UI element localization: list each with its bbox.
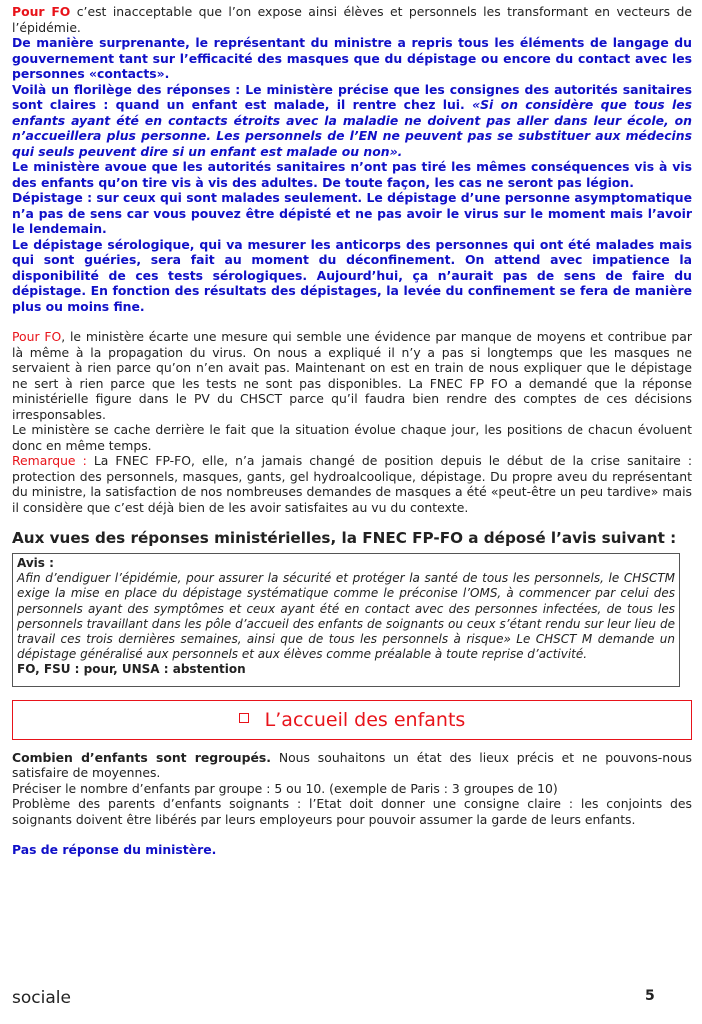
footer-section-label: sociale (12, 988, 71, 1008)
paragraph-fo-criticism: Pour FO, le ministère écarte une mesure qui semble une évidence par manque de moyens et contribue par là même à la propagation du virus. On nous a expliqué il n’y a pas si longtemps que les masques ne servaient à rien parce qu’on n’en avait pas. Maintenant on est en train de nous expliquer que le dépistage ne sert à rien parce que les tests ne sont pas disponibles. La FNEC FP FO a demandé que la réponse ministérielle figure dans le PV du CHSCT parce qu’il faudra bien rendre des comptes de ces décisions irresponsables. (12, 329, 692, 422)
avis-heading: Aux vues des réponses ministérielles, la FNEC FP-FO a déposé l’avis suivant : (12, 529, 677, 547)
checkbox-bullet-icon (239, 713, 249, 723)
question-regroupement: Combien d’enfants sont regroupés. Nous souhaitons un état des lieux précis et ne pouvons-nous satisfaire de moyennes. (12, 749, 692, 781)
page-number: 5 (645, 988, 655, 1004)
avis-box (12, 553, 680, 687)
paragraph-ministry-admits: Le ministère avoue que les autorités sanitaires n’ont pas tiré les mêmes conséquences vis à vis des enfants qu’on tire vis à vis des adultes. De toute façon, les cas ne seront pas légion. (12, 159, 692, 190)
section-header (12, 700, 692, 740)
ministry-quote: «Si on considère que tous les enfants ayant été en contacts étroits avec la maladie ne doivent pas aller dans leur école, on n’accueillera plus personne. Les personnels de l’EN ne peuvent pas se substituer aux médecins qui seuls peuvent dire si un enfant est malade ou non». (12, 97, 692, 159)
avis-body: Afin d’endiguer l’épidémie, pour assurer la sécurité et protéger la santé de tous les personnels, le CHSCTM exige la mise en place du dépistage systématique comme le préconise l’OMS, à commencer par celui des personnels ayant des symptômes et ceux ayant été en contact avec des personnes infectées, de tous les personnels travaillant dans les pôle d’accueil des enfants de soignants ou ceux s’étant rendu sur leur lieu de travail ces trois dernières semaines, ainsi que de tous les personnels à risque» Le CHSCT M demande un dépistage généralisé aux personnels et aux élèves comme préalable à toute reprise d’activité. (17, 571, 675, 662)
paragraph-serologique: Le dépistage sérologique, qui va mesurer les anticorps des personnes qui ont été malades mais qui sont guéries, sera fait au moment du déconfinement. On attend avec impatience la disponibilité de ces tests sérologiques. Aujourd’hui, ça n’aurait pas de sens de faire du dépistage. En fonction des résultats des dépistages, la levée du confinement se fera de manière plus ou moins fine. (12, 236, 692, 314)
paragraph-situation: Le ministère se cache derrière le fait que la situation évolue chaque jour, les positions de chacun évoluent donc en même temps. (12, 422, 692, 453)
fo-lead: Pour FO (12, 329, 62, 344)
question-parents-soignants: Problème des parents d’enfants soignants : l’Etat doit donner une consigne claire : les conjoints des soignants doivent être libérés par leurs employeurs pour pouvoir assumer la garde de leurs enfants. (12, 796, 692, 827)
paragraph-fo-position: Pour FO c’est inacceptable que l’on expose ainsi élèves et personnels les transformant en vecteurs de l’épidémie. (12, 4, 692, 35)
paragraph-depistage: Dépistage : sur ceux qui sont malades seulement. Le dépistage d’une personne asymptomatique n’a pas de sens car vous pouvez être dépisté et ne pas avoir le virus sur le moment mais l’avoir le lendemain. (12, 190, 692, 236)
question-groupes: Préciser le nombre d’enfants par groupe : 5 ou 10. (exemple de Paris : 3 groupes de 10) (12, 780, 558, 796)
paragraph-remarque: Remarque : La FNEC FP-FO, elle, n’a jamais changé de position depuis le début de la crise sanitaire : protection des personnels, masques, gants, gel hydroalcoolique, dépistage. Du propre aveu du représentant du ministre, la satisfaction de nos nombreuses demandes de masques a été «peut-être un peu tardive» mais il considère que c’est déjà bien de les avoir satisfaites au vu du contexte. (12, 453, 692, 515)
section-title: L’accueil des enfants (264, 708, 466, 731)
fo-lead: Pour FO (12, 4, 71, 19)
paragraph-surprise: De manière surprenante, le représentant du ministre a repris tous les éléments de langage du gouvernement tant sur l’efficacité des masques que du dépistage ou encore du contact avec les personnes «contacts». (12, 35, 692, 81)
no-answer: Pas de réponse du ministère. (12, 842, 217, 858)
remarque-label: Remarque : (12, 453, 87, 468)
avis-vote: FO, FSU : pour, UNSA : abstention (17, 662, 246, 677)
paragraph-florilege: Voilà un florilège des réponses : Le ministère précise que les consignes des autorités sanitaires sont claires : quand un enfant est malade, il rentre chez lui. «Si on considère que tous les enfants ayant été en contacts étroits avec la maladie ne doivent pas aller dans leur école, on n’accueillera plus personne. Les personnels de l’EN ne peuvent pas se substituer aux médecins qui seuls peuvent dire si un enfant est malade ou non». (12, 81, 692, 159)
avis-title: Avis : (17, 556, 54, 570)
document-page (12, 4, 692, 858)
